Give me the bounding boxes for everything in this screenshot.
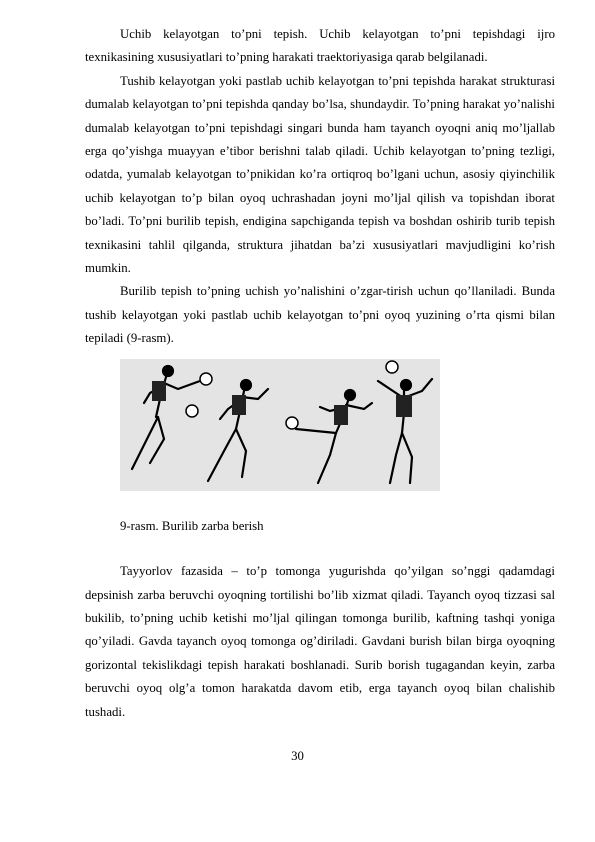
ball-icon xyxy=(386,361,398,373)
paragraph-3: Burilib tepish to’pning uchish yo’nalishini o’zgar-tirish uchun qo’llaniladi. Bunda tushib kelayotgan yoki pastlab uchib kelayotgan to’pni oyoq yuzining o’rta qismi bilan tepiladi (9-rasm). xyxy=(85,284,555,346)
figure-caption: 9-rasm. Burilib zarba berish xyxy=(120,518,264,533)
paragraph-1: Uchib kelayotgan to’pni tepish. Uchib kelayotgan to’pni tepishdagi ijro texnikasining xususiyatlari to’pning harakati traektoriyasiga qarab belgilanadi. xyxy=(85,27,555,65)
ball-icon xyxy=(200,373,212,385)
ball-icon xyxy=(186,405,198,417)
page-number: 30 xyxy=(291,749,304,763)
players-kicking-illustration xyxy=(120,359,440,491)
figure-illustration xyxy=(120,359,440,491)
paragraph-4: Tayyorlov fazasida – to’p tomonga yugurishda qo’yilgan so’nggi qadamdagi depsinish zarba beruvchi oyoqning tortilishi bo’lib xizmat qiladi. Tayanch oyoq tizzasi sal bukilib, to’pning uchib ketishi mo’ljal qilingan tomonga burilib, kaftning tashqi yoniga qo’yiladi. Gavda tayanch oyoq tomonga og’diriladi. Gavdani burish bilan birga oyoqning gorizontal tekislikdagi tepish harakati boshlanadi. Surib borish tugagandan keyin, zarba beruvchi oyoq olg’a tomon harakatda davom etib, erga tayanch oyoq bilan chalishib tushadi. xyxy=(85,564,555,719)
paragraph-2: Tushib kelayotgan yoki pastlab uchib kelayotgan to’pni tepishda harakat strukturasi dumalab kelayotgan to’pni tepishda qanday bo’lsa, shundaydir. To’pning harakat yo’nalishi dumalab kelayotgan to’pni tepishdagi singari bunda ham tayanch oyoqni aniq mo’ljallab erga qo’yishga muayyan e’tibor berishni talab qiladi. Uchib kelayotgan to’pning tezligi, odatda, yumalab kelayotgan to’pnikidan ko’ra ortiqroq bo’lgani uchun, asosiy qiyinchilik uchib kelayotgan to’p bilan oyoq uchrashadan joyni mo’ljal qilish va topishdan iborat bo’ladi. To’pni burilib tepish, endigina sapchiganda tepish va boshdan oshirib turib tepish texnikasini tahlil qilganda, struktura jihatdan ba’zi xususiyatlari mavjudligini ko’rish mumkin. xyxy=(85,73,555,276)
page-content xyxy=(85,23,555,724)
ball-icon xyxy=(286,417,298,429)
